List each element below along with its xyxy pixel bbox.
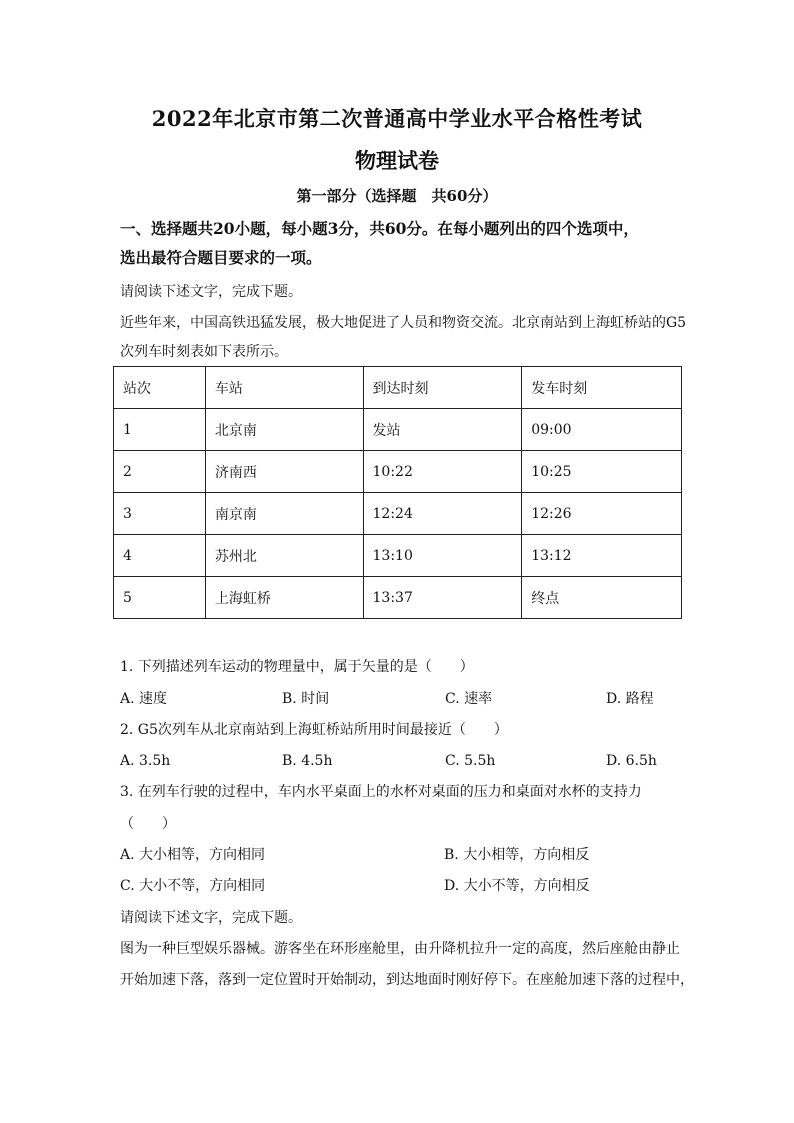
table-cell: 2 bbox=[114, 451, 206, 493]
section-instruction bbox=[120, 214, 690, 272]
passage1-intro: 请阅读下述文字，完成下题。 bbox=[120, 284, 302, 300]
table-cell: 13:37 bbox=[363, 577, 522, 619]
q2-option-c: C. 5.5h bbox=[445, 753, 496, 769]
table-cell: 1 bbox=[114, 409, 206, 451]
exam-title: 2022年北京市第二次普通高中学业水平合格性考试 bbox=[151, 106, 643, 131]
table-cell: 上海虹桥 bbox=[205, 577, 363, 619]
passage1-text-line-2: 次列车时刻表如下表所示。 bbox=[120, 344, 288, 360]
table-cell: 12:24 bbox=[363, 493, 522, 535]
table-cell: 13:10 bbox=[363, 535, 522, 577]
table-row bbox=[114, 493, 682, 535]
passage2-text-line-2: 开始加速下落，落到一定位置时开始制动，到达地面时刚好停下。在座舱加速下落的过程中， bbox=[120, 972, 694, 988]
table-cell: 济南西 bbox=[205, 451, 363, 493]
q3-stem-cont: （ ） bbox=[120, 816, 176, 832]
q2-option-a: A. 3.5h bbox=[120, 753, 171, 769]
table-cell: 10:22 bbox=[363, 451, 522, 493]
table-cell: 终点 bbox=[522, 577, 682, 619]
exam-subtitle: 物理试卷 bbox=[355, 148, 439, 173]
table-row bbox=[114, 409, 682, 451]
table-cell: 3 bbox=[114, 493, 206, 535]
table-cell: 4 bbox=[114, 535, 206, 577]
q1-option-a: A. 速度 bbox=[120, 691, 168, 707]
q3-option-b: B. 大小相等，方向相反 bbox=[444, 847, 590, 863]
header-cell: 到达时刻 bbox=[363, 367, 522, 409]
q3-stem: 3. 在列车行驶的过程中，车内水平桌面上的水杯对桌面的压力和桌面对水杯的支持力 bbox=[120, 784, 642, 800]
table-row bbox=[114, 577, 682, 619]
table-row bbox=[114, 535, 682, 577]
timetable bbox=[113, 366, 682, 619]
table-cell: 09:00 bbox=[522, 409, 682, 451]
q2-stem: 2. G5次列车从北京南站到上海虹桥站所用时间最接近（ ） bbox=[120, 722, 508, 738]
q3-option-d: D. 大小不等，方向相反 bbox=[444, 878, 590, 894]
section-line-2: 选出最符合题目要求的一项。 bbox=[120, 248, 322, 267]
passage2-intro: 请阅读下述文字，完成下题。 bbox=[120, 910, 302, 926]
passage1-text-line-1: 近些年来，中国高铁迅猛发展，极大地促进了人员和物资交流。北京南站到上海虹桥站的G5 bbox=[120, 315, 687, 331]
table-cell: 南京南 bbox=[205, 493, 363, 535]
q1-option-d: D. 路程 bbox=[606, 691, 654, 707]
table-cell: 苏州北 bbox=[205, 535, 363, 577]
table-cell: 10:25 bbox=[522, 451, 682, 493]
header-cell: 发车时刻 bbox=[522, 367, 682, 409]
table-cell: 北京南 bbox=[205, 409, 363, 451]
part-heading: 第一部分（选择题 共60分） bbox=[296, 187, 498, 205]
q1-option-c: C. 速率 bbox=[445, 691, 493, 707]
table-cell: 13:12 bbox=[522, 535, 682, 577]
q2-option-b: B. 4.5h bbox=[282, 753, 333, 769]
table-cell: 5 bbox=[114, 577, 206, 619]
q2-option-d: D. 6.5h bbox=[606, 753, 657, 769]
q3-option-c: C. 大小不等，方向相同 bbox=[120, 878, 266, 894]
header-cell: 车站 bbox=[205, 367, 363, 409]
q3-option-a: A. 大小相等，方向相同 bbox=[120, 847, 266, 863]
table-cell: 12:26 bbox=[522, 493, 682, 535]
passage2-text-line-1: 图为一种巨型娱乐器械。游客坐在环形座舱里，由升降机拉升一定的高度，然后座舱由静止 bbox=[120, 941, 680, 957]
header-cell: 站次 bbox=[114, 367, 206, 409]
q1-option-b: B. 时间 bbox=[282, 691, 330, 707]
section-line-1: 一、选择题共20小题，每小题3分，共60分。在每小题列出的四个选项中， bbox=[120, 219, 639, 238]
q1-stem: 1. 下列描述列车运动的物理量中，属于矢量的是（ ） bbox=[120, 659, 474, 675]
timetable-header-row bbox=[114, 367, 682, 409]
table-row bbox=[114, 451, 682, 493]
table-cell: 发站 bbox=[363, 409, 522, 451]
